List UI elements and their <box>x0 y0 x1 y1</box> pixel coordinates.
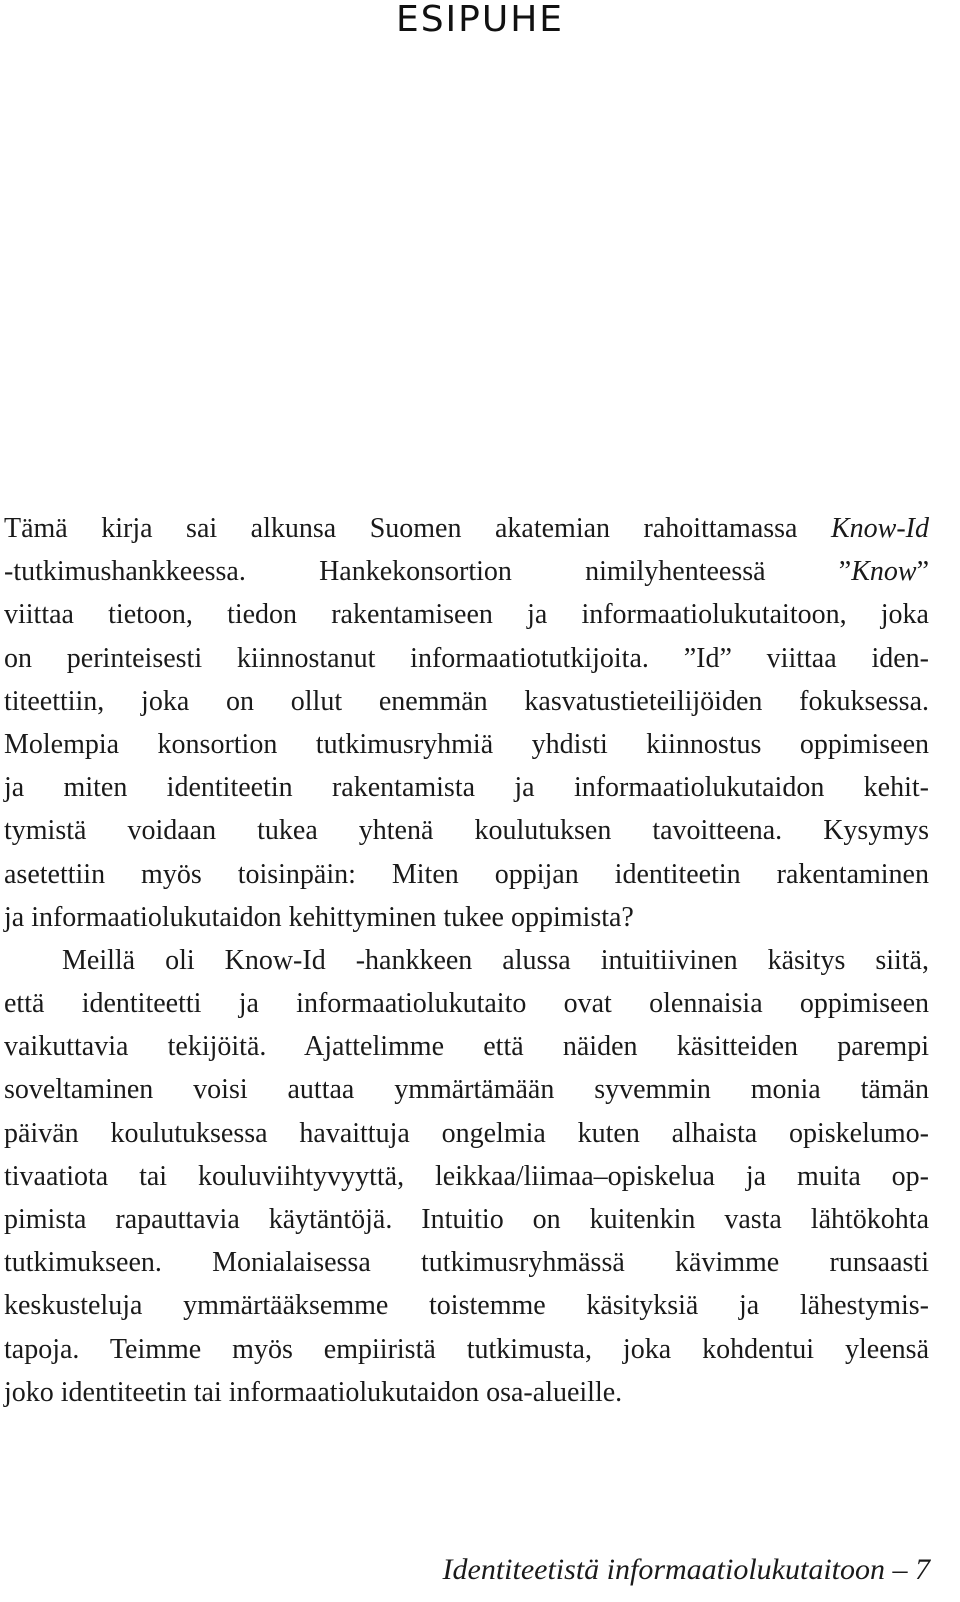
text-line: että identiteetti ja informaatiolukutaito ovat olennaisia oppimiseen <box>4 988 929 1020</box>
text-line: keskusteluja ymmärtääksemme toistemme käsityksiä ja lähestymis- <box>4 1290 929 1322</box>
text-line: ja miten identiteetin rakentamista ja informaatiolukutaidon kehit- <box>4 772 929 804</box>
text-line: tapoja. Teimme myös empiiristä tutkimusta, joka kohdentui yleensä <box>4 1333 929 1365</box>
paragraph <box>4 507 929 939</box>
body-text <box>4 507 929 1414</box>
text-line: titeettiin, joka on ollut enemmän kasvatustieteilijöiden fokuksessa. <box>4 685 929 717</box>
page-heading: ESIPUHE <box>395 0 565 40</box>
italic-term: Know-Id <box>831 513 929 544</box>
text-line: viittaa tietoon, tiedon rakentamiseen ja informaatiolukutaitoon, joka <box>4 599 929 631</box>
text-line: -tutkimushankkeessa. Hankekonsortion nimilyhenteessä ”Know” <box>4 556 929 588</box>
text-line: päivän koulutuksessa havaittuja ongelmia kuten alhaista opiskelumo- <box>4 1117 929 1149</box>
text-line: soveltaminen voisi auttaa ymmärtämään syvemmin monia tämän <box>4 1074 929 1106</box>
paragraph <box>4 939 929 1414</box>
text-line: Tämä kirja sai alkunsa Suomen akatemian rahoittamassa Know-Id <box>4 513 929 544</box>
text-line: tivaatiota tai kouluviihtyvyyttä, leikkaa/liimaa–opiskelua ja muita op- <box>4 1160 929 1192</box>
text-line: on perinteisesti kiinnostanut informaatiotutkijoita. ”Id” viittaa iden- <box>4 642 929 674</box>
text-line: vaikuttavia tekijöitä. Ajattelimme että näiden käsitteiden parempi <box>4 1031 929 1063</box>
text-line: tutkimukseen. Monialaisessa tutkimusryhmässä kävimme runsaasti <box>4 1247 929 1279</box>
text-line: asetettiin myös toisinpäin: Miten oppijan identiteetin rakentaminen <box>4 858 929 890</box>
text-line: Molempia konsortion tutkimusryhmiä yhdisti kiinnostus oppimiseen <box>4 728 929 760</box>
text-line: ja informaatiolukutaidon kehittyminen tukee oppimista? <box>4 901 634 933</box>
text-line: joko identiteetin tai informaatiolukutaidon osa-alueille. <box>4 1376 623 1408</box>
text-line: pimista rapauttavia käytäntöjä. Intuitio on kuitenkin vasta lähtökohta <box>4 1204 929 1235</box>
italic-term: Know <box>851 556 917 588</box>
text-line: tymistä voidaan tukea yhtenä koulutuksen tavoitteena. Kysymys <box>4 815 929 847</box>
text-line: Meillä oli Know-Id -hankkeen alussa intuitiivinen käsitys siitä, <box>62 944 929 976</box>
page-footer: Identiteetistä informaatiolukutaitoon – 7 <box>442 1553 930 1586</box>
